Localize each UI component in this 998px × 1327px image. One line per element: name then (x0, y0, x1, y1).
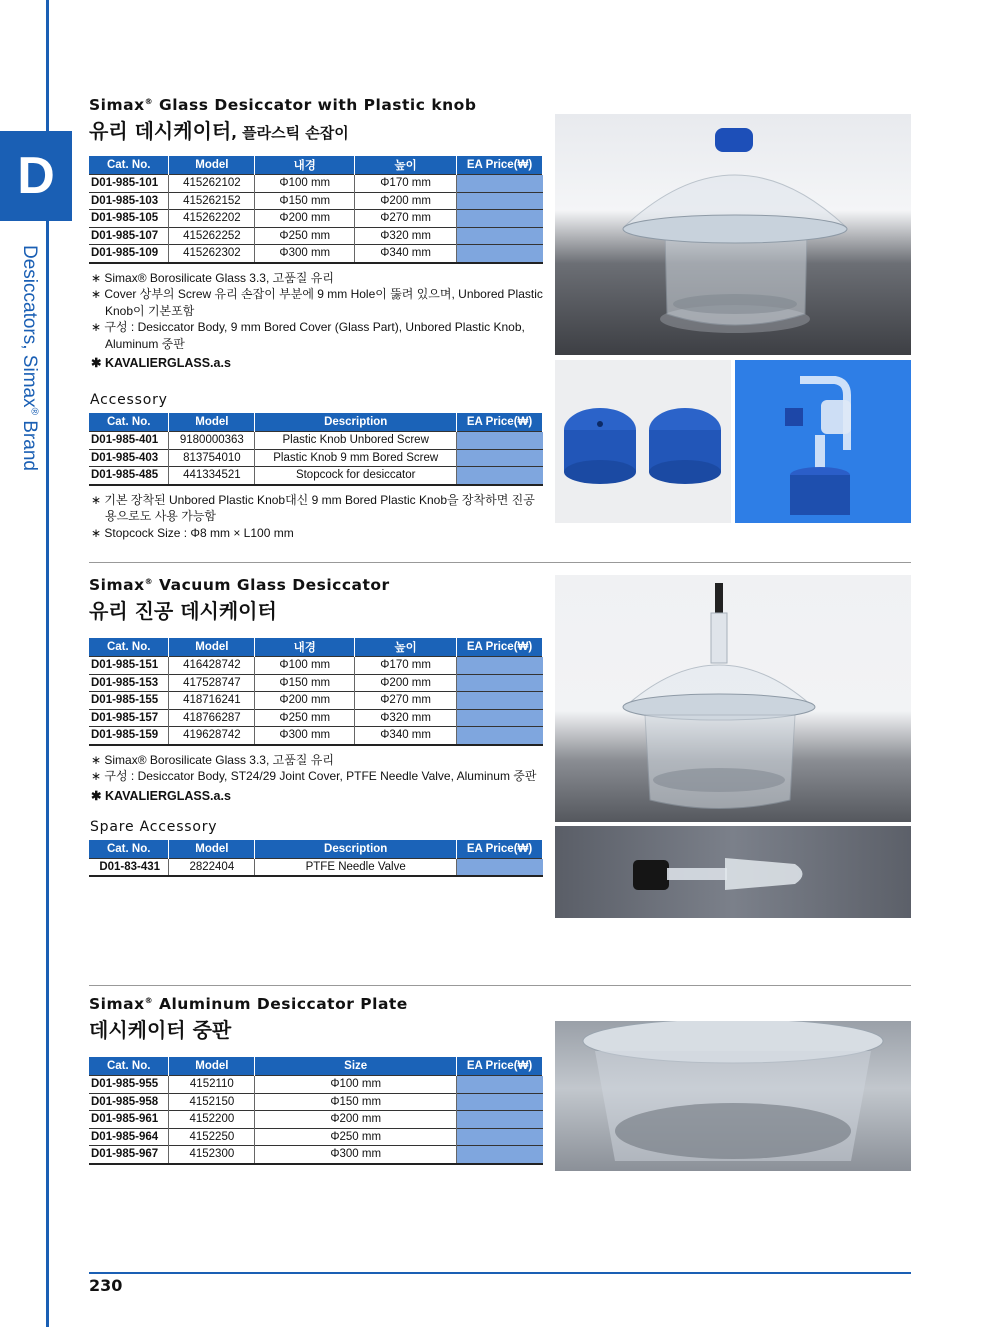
note: ∗ Simax® Borosilicate Glass 3.3, 고품질 유리 (91, 752, 334, 767)
note: ∗ 구성 : Desiccator Body, 9 mm Bored Cover (Glass Part), Unbored Plastic Knob, Aluminum 중판 (91, 320, 525, 351)
col-header: Model (169, 156, 255, 175)
table-row (89, 692, 543, 710)
model: 441334521 (169, 467, 255, 485)
table-row (89, 245, 543, 263)
vacuum-desiccator-photo (555, 575, 911, 822)
table-row (89, 175, 543, 193)
price-cell (457, 227, 543, 245)
inner-dia: Φ100 mm (255, 175, 355, 193)
height: Φ270 mm (355, 692, 457, 710)
cat-no: D01-985-105 (89, 210, 169, 228)
col-header: EA Price(₩) (457, 638, 543, 657)
col-header: EA Price(₩) (457, 413, 543, 432)
model: 9180000363 (169, 432, 255, 450)
description: PTFE Needle Valve (255, 858, 457, 876)
price-cell (457, 727, 543, 745)
glass-desiccator-photo (555, 114, 911, 355)
cat-no: D01-985-107 (89, 227, 169, 245)
model: 813754010 (169, 449, 255, 467)
accessory-table (89, 413, 543, 486)
cat-no: D01-985-101 (89, 175, 169, 193)
note: ∗ Stopcock Size : Φ8 mm × L100 mm (91, 525, 294, 540)
model: 2822404 (169, 858, 255, 876)
accessory-title: Accessory (90, 392, 168, 408)
cat-no: D01-985-157 (89, 709, 169, 727)
price-cell (457, 432, 543, 450)
col-header: Model (169, 638, 255, 657)
inner-dia: Φ300 mm (255, 245, 355, 263)
table-row (89, 1111, 543, 1129)
col-header: EA Price(₩) (457, 1057, 543, 1076)
model: 418716241 (169, 692, 255, 710)
section-title-en: Simax® Aluminum Desiccator Plate (89, 995, 408, 1013)
cat-no: D01-985-485 (89, 467, 169, 485)
cat-no: D01-985-103 (89, 192, 169, 210)
col-header: EA Price(₩) (457, 156, 543, 175)
inner-dia: Φ300 mm (255, 727, 355, 745)
model: 417528747 (169, 674, 255, 692)
model: 416428742 (169, 657, 255, 675)
col-header: Description (255, 840, 457, 859)
table-row (89, 432, 543, 450)
inner-dia: Φ250 mm (255, 227, 355, 245)
price-cell (457, 245, 543, 263)
col-header: Cat. No. (89, 638, 169, 657)
price-cell (457, 210, 543, 228)
description: Plastic Knob Unbored Screw (255, 432, 457, 450)
divider (89, 985, 911, 986)
cat-no: D01-985-961 (89, 1111, 169, 1129)
price-cell (457, 709, 543, 727)
col-header: EA Price(₩) (457, 840, 543, 859)
table-row (89, 227, 543, 245)
section-tab: D (0, 131, 72, 221)
height: Φ320 mm (355, 227, 457, 245)
section-title-ko: 유리 진공 데시케이터 (89, 599, 277, 623)
product-table (89, 1057, 543, 1165)
page-number: 230 (89, 1276, 123, 1295)
cat-no: D01-985-401 (89, 432, 169, 450)
model: 415262202 (169, 210, 255, 228)
product-table (89, 156, 543, 264)
table-row (89, 709, 543, 727)
manufacturer: ✱ KAVALIERGLASS.a.s (91, 788, 231, 803)
cat-no: D01-985-958 (89, 1093, 169, 1111)
col-header: 내경 (255, 156, 355, 175)
section-aluminum-plate (89, 995, 544, 1165)
description: Stopcock for desiccator (255, 467, 457, 485)
model: 415262252 (169, 227, 255, 245)
aluminum-plate-photo (555, 1021, 911, 1171)
price-cell (457, 1111, 543, 1129)
height: Φ340 mm (355, 727, 457, 745)
height: Φ270 mm (355, 210, 457, 228)
stopcock-photo (735, 360, 911, 523)
table-row (89, 192, 543, 210)
col-header: Size (255, 1057, 457, 1076)
cat-no: D01-985-955 (89, 1076, 169, 1094)
col-header: Model (169, 413, 255, 432)
cat-no: D01-985-964 (89, 1128, 169, 1146)
price-cell (457, 192, 543, 210)
section-title-ko: 데시케이터 중판 (89, 1018, 232, 1042)
table-row (89, 1076, 543, 1094)
size: Φ100 mm (255, 1076, 457, 1094)
inner-dia: Φ200 mm (255, 692, 355, 710)
table-row (89, 858, 543, 876)
spare-accessory-table (89, 840, 543, 878)
note: ∗ Cover 상부의 Screw 유리 손잡이 부분에 9 mm Hole이 뚫려 있으며, Unbored Plastic Knob이 기본포함 (91, 287, 543, 318)
price-cell (457, 858, 543, 876)
col-header: 높이 (355, 156, 457, 175)
notes-list (91, 270, 544, 353)
inner-dia: Φ200 mm (255, 210, 355, 228)
side-label: Desiccators, Simax® Brand (19, 245, 40, 471)
note: ∗ 기본 장착된 Unbored Plastic Knob대신 9 mm Bored Plastic Knob을 장착하면 진공용으로도 사용 가능함 (91, 492, 535, 523)
height: Φ340 mm (355, 245, 457, 263)
table-row (89, 674, 543, 692)
size: Φ250 mm (255, 1128, 457, 1146)
size: Φ150 mm (255, 1093, 457, 1111)
product-table (89, 638, 543, 746)
col-header: Cat. No. (89, 413, 169, 432)
price-cell (457, 1093, 543, 1111)
description: Plastic Knob 9 mm Bored Screw (255, 449, 457, 467)
section-title-en: Simax® Vacuum Glass Desiccator (89, 576, 390, 594)
section-title-en: Simax® Glass Desiccator with Plastic knob (89, 96, 477, 114)
col-header: Cat. No. (89, 156, 169, 175)
cat-no: D01-985-109 (89, 245, 169, 263)
table-row (89, 657, 543, 675)
manufacturer: ✱ KAVALIERGLASS.a.s (91, 356, 231, 370)
cat-no: D01-985-151 (89, 657, 169, 675)
price-cell (457, 674, 543, 692)
inner-dia: Φ150 mm (255, 674, 355, 692)
model: 4152110 (169, 1076, 255, 1094)
table-row (89, 1128, 543, 1146)
size: Φ200 mm (255, 1111, 457, 1129)
section-glass-desiccator (89, 96, 544, 541)
divider (89, 562, 911, 563)
height: Φ170 mm (355, 175, 457, 193)
cat-no: D01-83-431 (89, 858, 169, 876)
model: 4152250 (169, 1128, 255, 1146)
footer-line (89, 1272, 911, 1274)
price-cell (457, 692, 543, 710)
price-cell (457, 1146, 543, 1164)
model: 418766287 (169, 709, 255, 727)
height: Φ200 mm (355, 674, 457, 692)
table-row (89, 449, 543, 467)
model: 415262152 (169, 192, 255, 210)
spare-accessory-title: Spare Accessory (90, 818, 218, 835)
cat-no: D01-985-155 (89, 692, 169, 710)
col-header: 높이 (355, 638, 457, 657)
model: 415262302 (169, 245, 255, 263)
model: 419628742 (169, 727, 255, 745)
table-row (89, 727, 543, 745)
col-header: Description (255, 413, 457, 432)
col-header: Model (169, 1057, 255, 1076)
cat-no: D01-985-153 (89, 674, 169, 692)
cat-no: D01-985-967 (89, 1146, 169, 1164)
col-header: Cat. No. (89, 840, 169, 859)
price-cell (457, 175, 543, 193)
height: Φ200 mm (355, 192, 457, 210)
col-header: 내경 (255, 638, 355, 657)
model: 4152150 (169, 1093, 255, 1111)
notes-list (91, 752, 544, 785)
price-cell (457, 467, 543, 485)
model: 415262102 (169, 175, 255, 193)
table-row (89, 210, 543, 228)
model: 4152200 (169, 1111, 255, 1129)
inner-dia: Φ250 mm (255, 709, 355, 727)
needle-valve-photo (555, 826, 911, 918)
plastic-knobs-photo (555, 360, 731, 523)
price-cell (457, 449, 543, 467)
cat-no: D01-985-403 (89, 449, 169, 467)
height: Φ170 mm (355, 657, 457, 675)
section-title-ko: 유리 데시케이터, 플라스틱 손잡이 (89, 119, 349, 143)
size: Φ300 mm (255, 1146, 457, 1164)
table-row (89, 1146, 543, 1164)
col-header: Cat. No. (89, 1057, 169, 1076)
inner-dia: Φ150 mm (255, 192, 355, 210)
note: ∗ 구성 : Desiccator Body, ST24/29 Joint Cover, PTFE Needle Valve, Aluminum 중판 (91, 769, 537, 783)
notes-list (91, 492, 544, 542)
price-cell (457, 657, 543, 675)
price-cell (457, 1076, 543, 1094)
table-row (89, 467, 543, 485)
model: 4152300 (169, 1146, 255, 1164)
inner-dia: Φ100 mm (255, 657, 355, 675)
cat-no: D01-985-159 (89, 727, 169, 745)
col-header: Model (169, 840, 255, 859)
table-row (89, 1093, 543, 1111)
height: Φ320 mm (355, 709, 457, 727)
section-vacuum-desiccator (89, 576, 544, 877)
note: ∗ Simax® Borosilicate Glass 3.3, 고품질 유리 (91, 270, 334, 285)
price-cell (457, 1128, 543, 1146)
